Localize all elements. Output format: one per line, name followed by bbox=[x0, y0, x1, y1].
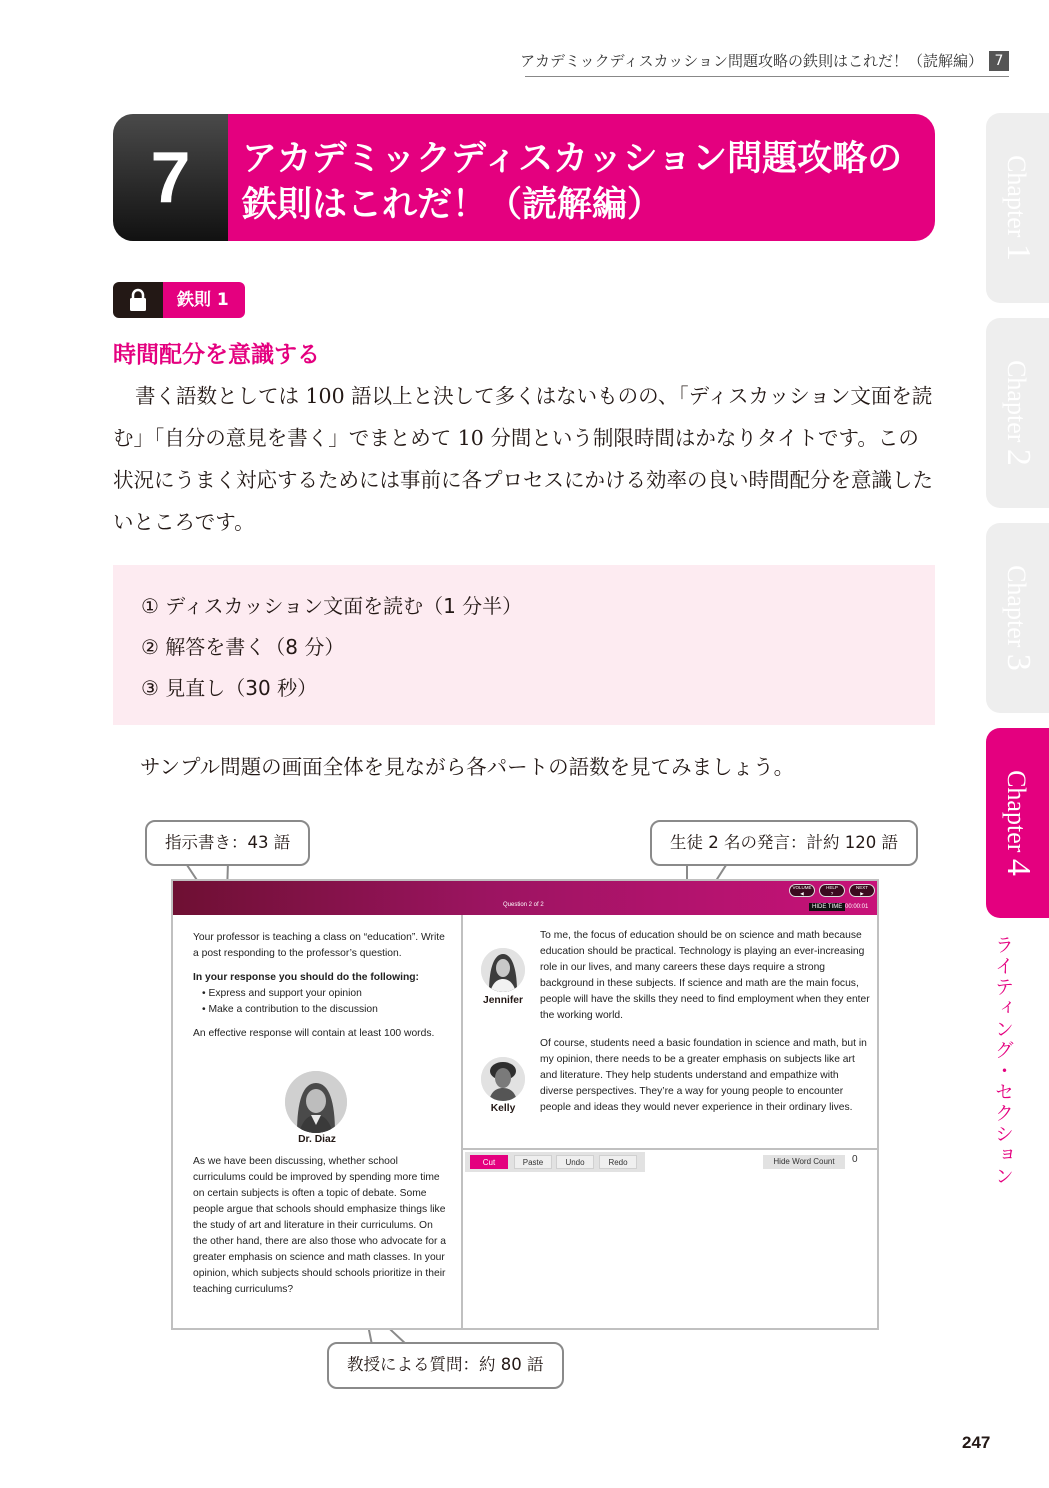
page-number: 247 bbox=[962, 1433, 991, 1452]
kelly-avatar bbox=[481, 1057, 525, 1101]
section-heading: 時間配分を意識する bbox=[113, 342, 320, 368]
test-screen-mockup bbox=[171, 879, 879, 1330]
chapter-title-line-1: アカデミックディスカッション問題攻略の bbox=[242, 139, 903, 179]
callout-students: 生徒 2 名の発言：計約 120 語 bbox=[650, 820, 918, 866]
running-title: アカデミックディスカッション問題攻略の鉄則はこれだ！（読解編） bbox=[520, 52, 983, 70]
volume-button[interactable]: VOLUME ◀ bbox=[789, 884, 815, 897]
student-response: Of course, students need a basic foundation in science and math, but in my opinion, there needs to be a greater emphasis on subjects like art and literature. They help students understand and empathize with diverse perspectives. They’re a way for young people to encounter people and ideas they would never experience in their ordinary lives. bbox=[540, 1038, 867, 1113]
timer: 00:00:01 bbox=[845, 904, 869, 910]
student-name: Kelly bbox=[490, 1103, 516, 1114]
instructions-panel bbox=[193, 930, 448, 1050]
step-item: ③ 見直し（30 秒） bbox=[141, 676, 318, 700]
screen-top-bar bbox=[173, 881, 877, 915]
next-button[interactable]: NEXT ▶ bbox=[849, 884, 875, 897]
chapter-title-line-2: 鉄則はこれだ！（読解編） bbox=[242, 185, 663, 225]
column-divider bbox=[461, 915, 463, 1330]
student-name: Jennifer bbox=[482, 995, 524, 1006]
hide-time-button[interactable]: HIDE TIME bbox=[809, 903, 845, 911]
running-chapter-number: 7 bbox=[989, 51, 1009, 71]
callout-professor: 教授による質問：約 80 語 bbox=[327, 1342, 564, 1389]
callout-instructions: 指示書き：43 語 bbox=[145, 820, 310, 866]
rule-title: 鉄則 1 bbox=[163, 282, 245, 318]
professor-name: Dr. Diaz bbox=[298, 1134, 336, 1145]
help-button[interactable]: HELP ? bbox=[819, 884, 845, 897]
hide-word-count-button[interactable]: Hide Word Count bbox=[763, 1155, 845, 1169]
professor-avatar bbox=[285, 1071, 347, 1133]
student-response: To me, the focus of education should be on science and math because education should be practical. Technology is playing an ever-increasing role in our lives, and many careers these days require a strong background in these subjects. If science and math are the main focus, people will have the skills they need to find employment when they enter the working world. bbox=[540, 930, 870, 1021]
jennifer-avatar bbox=[481, 948, 525, 992]
paste-button[interactable]: Paste bbox=[514, 1155, 552, 1169]
sample-intro: サンプル問題の画面全体を見ながら各パートの語数を見てみましょう。 bbox=[140, 755, 795, 779]
instructions-effective: An effective response will contain at least 100 words. bbox=[193, 1028, 435, 1039]
question-indicator: Question 2 of 2 bbox=[503, 902, 544, 908]
undo-button[interactable]: Undo bbox=[556, 1155, 594, 1169]
chapter-number: 7 bbox=[113, 114, 228, 241]
instruction-bullet: • Express and support your opinion bbox=[202, 988, 362, 999]
cut-button[interactable]: Cut bbox=[470, 1155, 508, 1169]
step-item: ② 解答を書く（8 分） bbox=[141, 635, 345, 659]
instructions-intro: Your professor is teaching a class on “education”. Write a post responding to the professor’s question. bbox=[193, 932, 445, 959]
tab-chapter-4[interactable]: Chapter 4 bbox=[986, 728, 1049, 918]
editor-toolbar bbox=[463, 1148, 877, 1174]
tab-chapter-1[interactable]: Chapter 1 bbox=[986, 113, 1049, 303]
professor-question: As we have been discussing, whether school curriculums could be improved by spending more time on certain subjects is often a topic of debate. Some people argue that schools should emphasize things like the study of art and literature in their curriculums. On the other hand, there are also those who advocate for a greater emphasis on science and math classes. In your opinion, which subjects should schools prioritize in their teaching curriculums? bbox=[193, 1156, 447, 1295]
body-paragraph: 書く語数としては 100 語以上と決して多くはないものの、「ディスカッション文面を読む」「自分の意見を書く」でまとめて 10 分間という制限時間はかなりタイトです。この状況にうまく対応するためには事前に各プロセスにかける効率の良い時間配分を意識したいところです。 bbox=[113, 384, 933, 534]
step-item: ① ディスカッション文面を読む（1 分半） bbox=[141, 594, 523, 618]
redo-button[interactable]: Redo bbox=[599, 1155, 637, 1169]
instruction-bullet: • Make a contribution to the discussion bbox=[202, 1004, 378, 1015]
word-count: 0 bbox=[852, 1154, 858, 1165]
instructions-bold: In your response you should do the following: bbox=[193, 972, 419, 983]
tab-chapter-3[interactable]: Chapter 3 bbox=[986, 523, 1049, 713]
tab-chapter-2[interactable]: Chapter 2 bbox=[986, 318, 1049, 508]
section-side-label: ライティング・セクション bbox=[992, 935, 1014, 1187]
